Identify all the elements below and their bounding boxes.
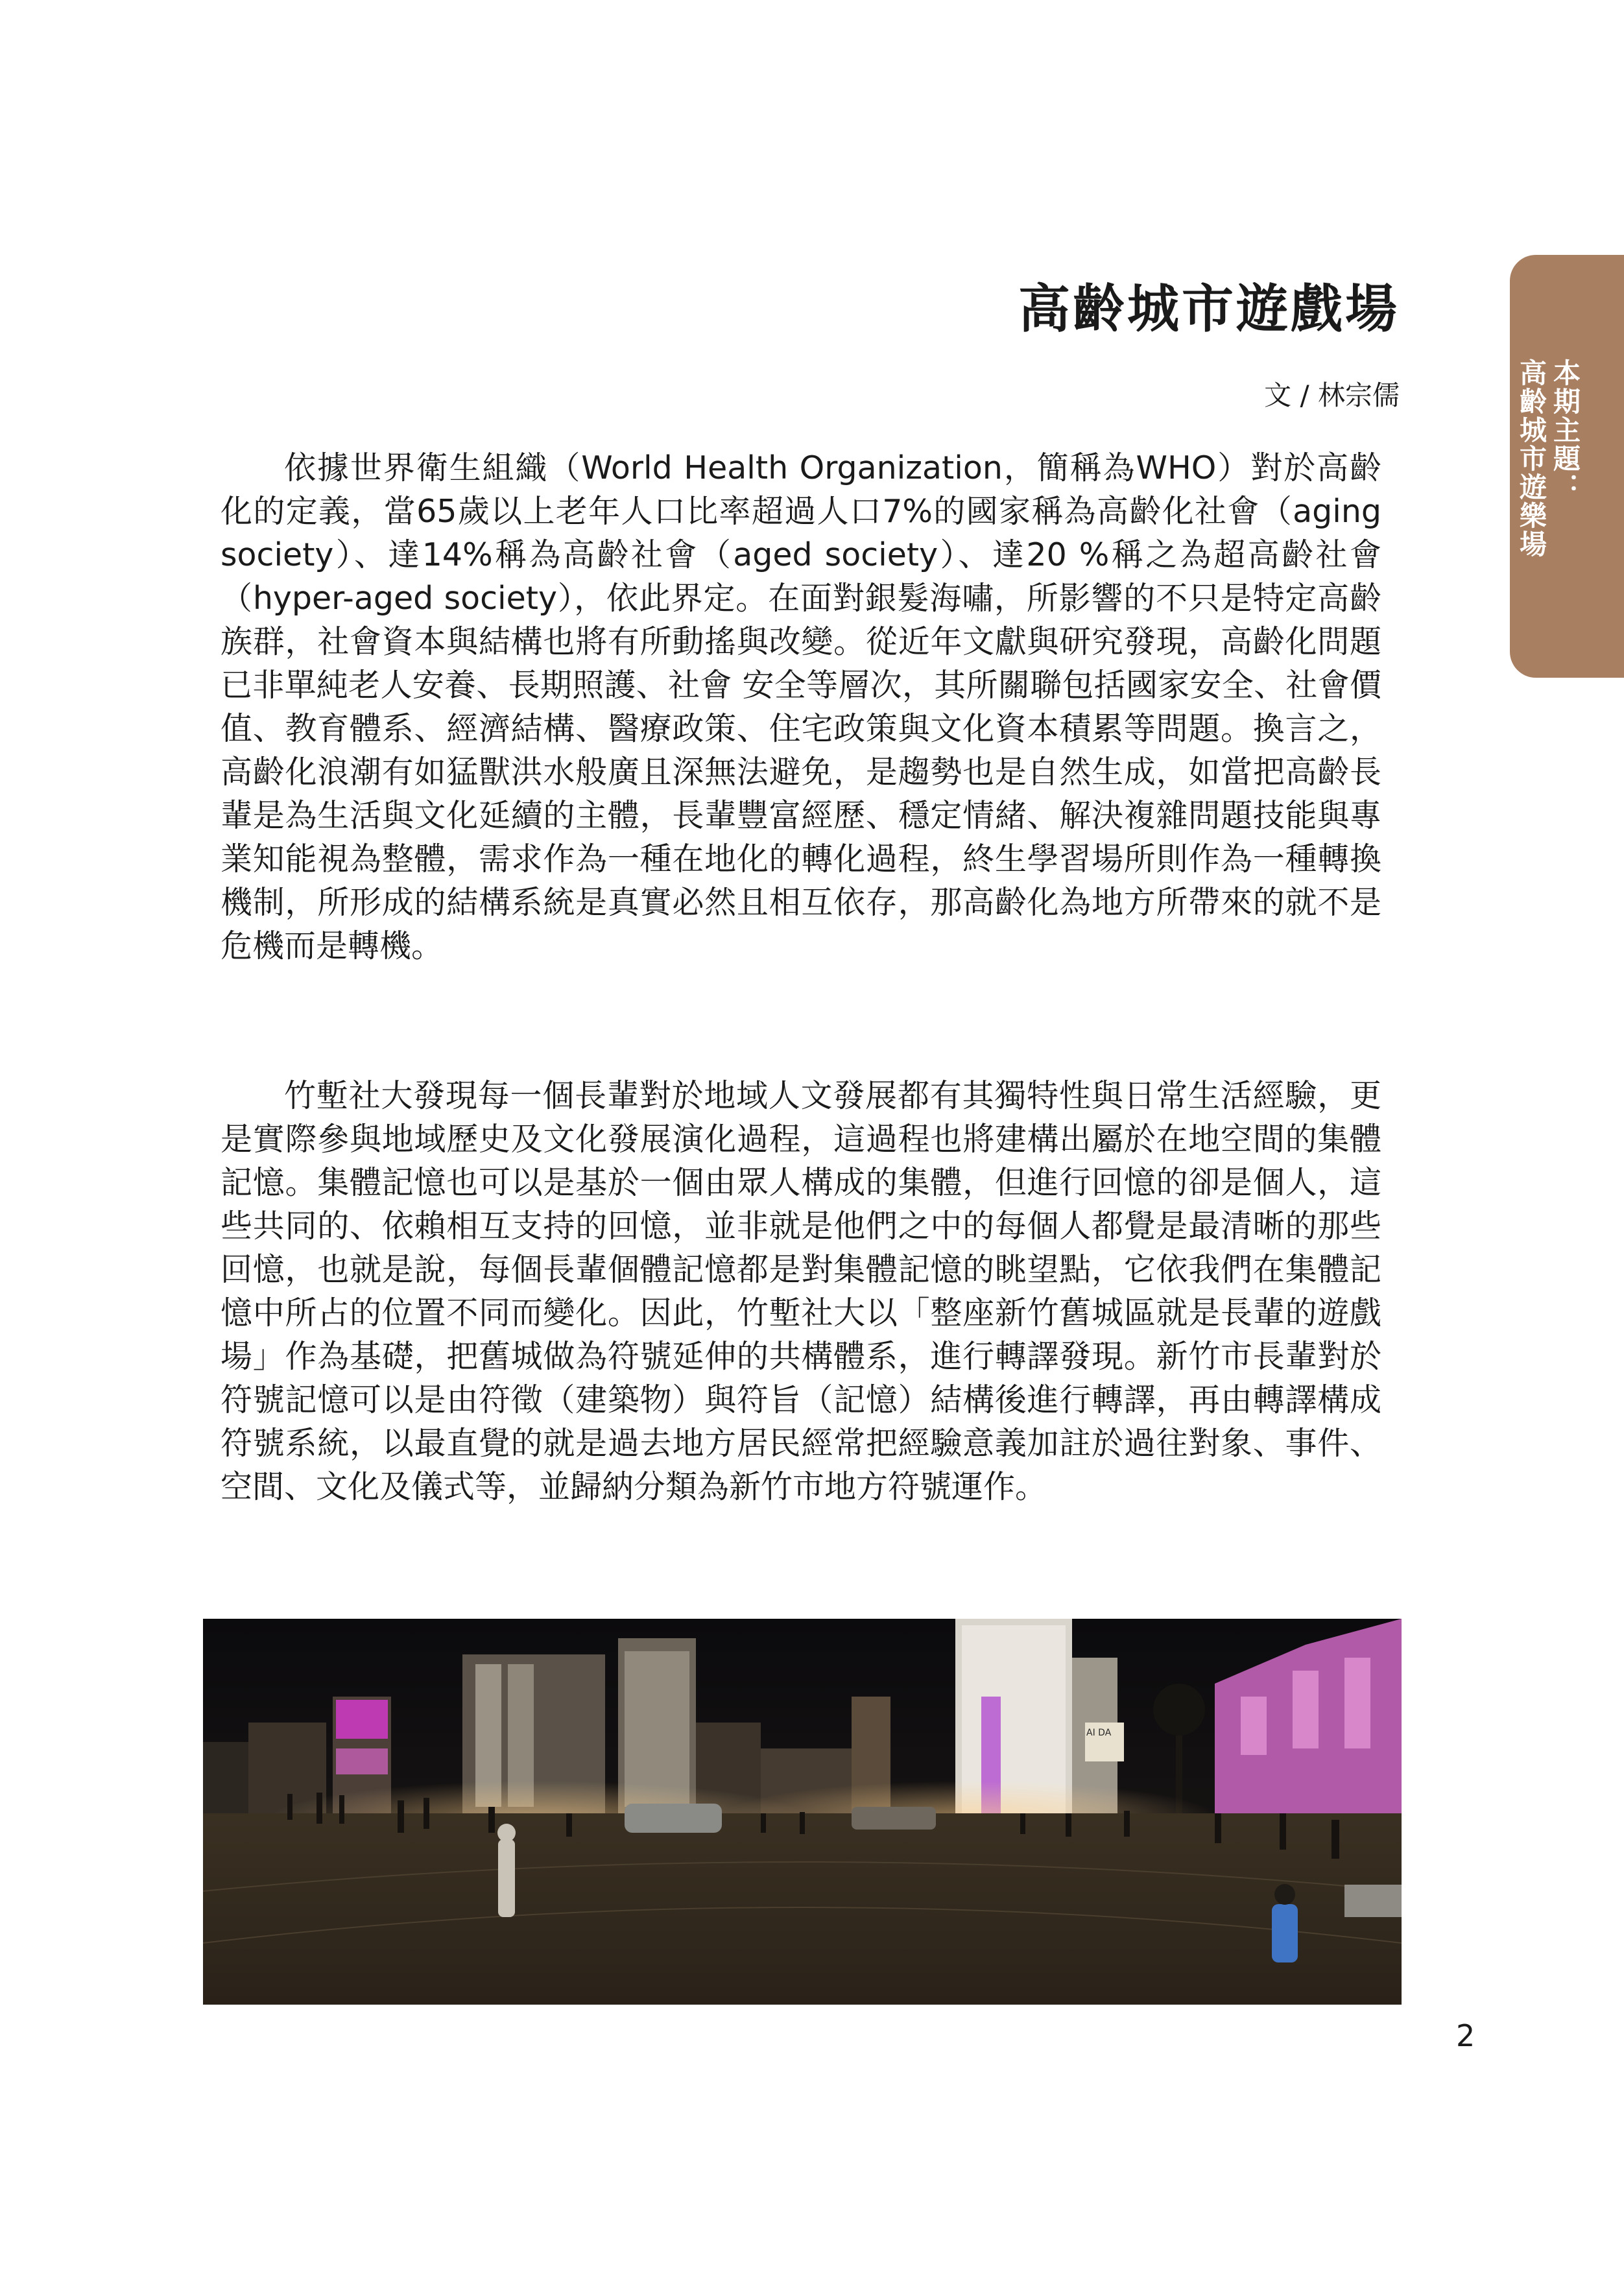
night-plaza-photo xyxy=(203,1619,1402,2005)
sign-aida: AI DA xyxy=(1086,1728,1112,1738)
paragraph-2: 竹塹社大發現每一個長輩對於地域人文發展都有其獨特性與日常生活經驗，更是實際參與地域歷史及文化發展演化過程，這過程也將建構出屬於在地空間的集體記憶。集體記憶也可以是基於一個由眾人構成的集體，但進行回憶的卻是個人，這些共同的、依賴相互支持的回憶，並非就是他們之中的每個人都覺是最清晰的那些回憶，也就是說，每個長輩個體記憶都是對集體記憶的眺望點，它依我們在集體記憶中所占的位置不同而變化。因此，竹塹社大以「整座新竹舊城區就是長輩的遊戲場」作為基礎，把舊城做為符號延伸的共構體系，進行轉譯發現。新竹市長輩對於符號記憶可以是由符徵（建築物）與符旨（記憶）結構後進行轉譯，再由轉譯構成符號系統，以最直覺的就是過去地方居民經常把經驗意義加註於過往對象、事件、空間、文化及儀式等，並歸納分類為新竹市地方符號運作。 xyxy=(221,1077,1381,1505)
section-tab xyxy=(1510,255,1624,678)
section-tab-label: 本期主題： xyxy=(1549,359,1581,501)
section-tab-topic: 高齡城市遊樂場 xyxy=(1516,359,1547,558)
article-byline: 文 / 林宗儒 xyxy=(1264,379,1400,411)
page-number: 2 xyxy=(1456,2018,1475,2053)
photo-illustration xyxy=(203,1619,1402,2005)
paragraph-1: 依據世界衛生組織（World Health Organization，簡稱為WHO）對於高齡化的定義，當65歲以上老年人口比率超過人口7%的國家稱為高齡化社會（aging society）、達14%稱為高齡社會（aged society）、達20 %稱之為超高齡社會（hyper-aged society），依此界定。在面對銀髮海嘯，所影響的不只是特定高齡族群，社會資本與結構也將有所動搖與改變。從近年文獻與研究發現，高齡化問題已非單純老人安養、長期照護、社會 安全等層次，其所關聯包括國家安全、社會價值、教育體系、經濟結構、醫療政策、住宅政策與文化資本積累等問題。換言之，高齡化浪潮有如猛獸洪水般廣且深無法避免，是趨勢也是自然生成，如當把高齡長輩是為生活與文化延續的主體，長輩豐富經歷、穩定情緒、解決複雜問題技能與專業知能視為整體，需求作為一種在地化的轉化過程，終生學習場所則作為一種轉換機制，所形成的結構系統是真實必然且相互依存，那高齡化為地方所帶來的就不是危機而是轉機。 xyxy=(221,449,1381,964)
article-title: 高齡城市遊戲場 xyxy=(1018,279,1400,339)
